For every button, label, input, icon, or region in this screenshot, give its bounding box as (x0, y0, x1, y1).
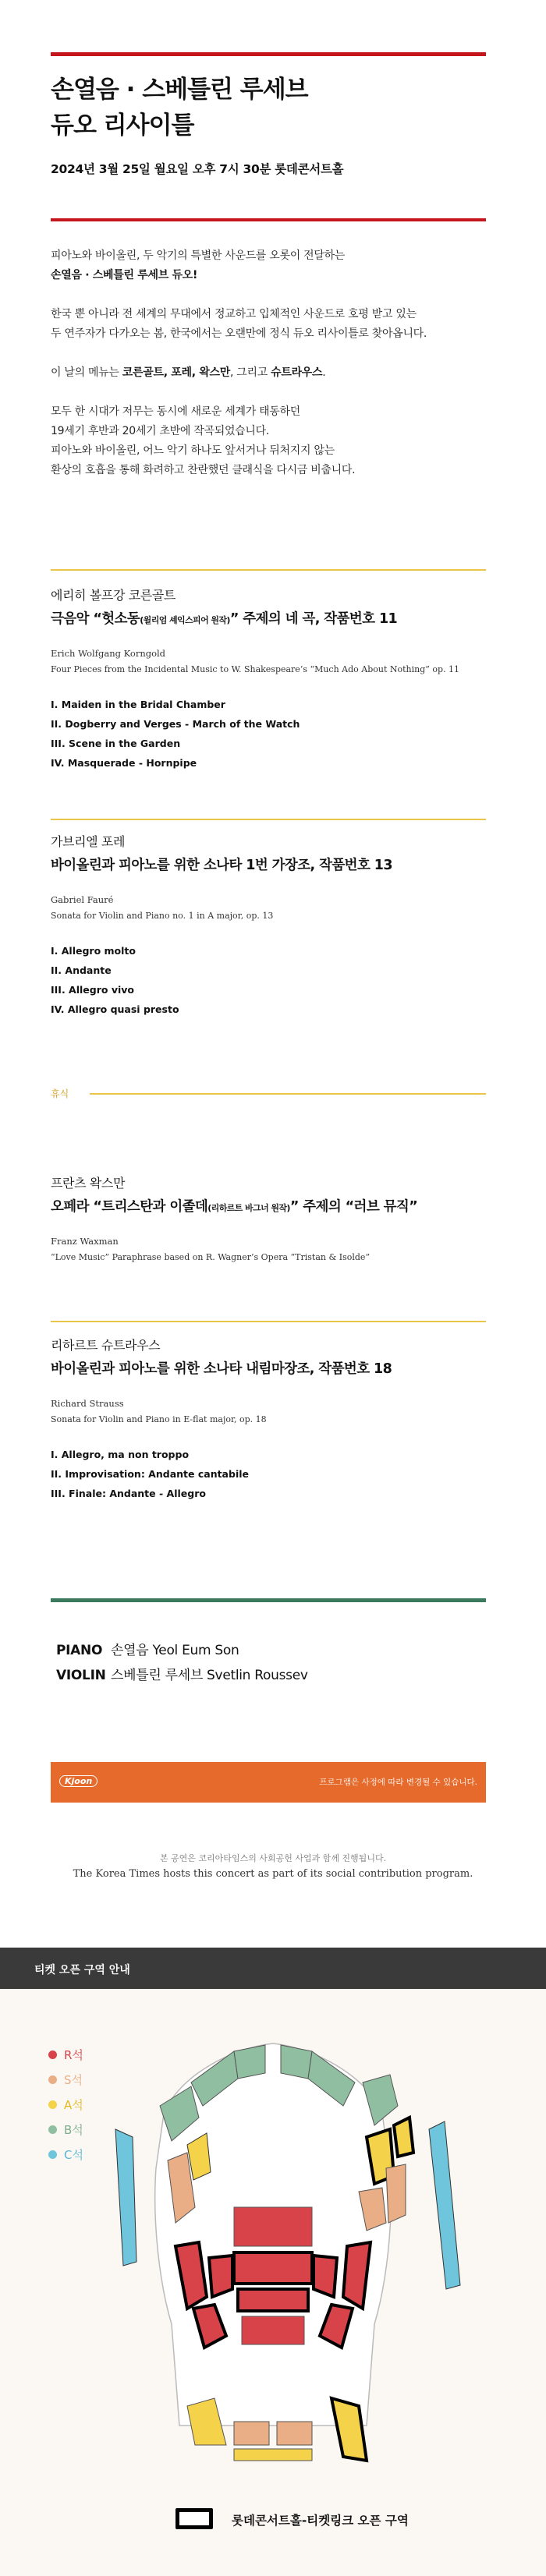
zone-r (234, 2207, 312, 2246)
legend-item-b: B석 (48, 2122, 83, 2147)
open-zone-swatch (176, 2508, 213, 2529)
composer-name-en: Richard Strauss (51, 1398, 124, 1409)
seat-map (0, 1989, 546, 2576)
zone-s (386, 2164, 406, 2223)
zone-s (277, 2422, 312, 2445)
movement: II. Andante (51, 964, 112, 976)
program-item-korngold (51, 586, 486, 773)
sponsor-note-ko: 본 공연은 코리아타임스의 사회공헌 사업과 함께 진행됩니다. (159, 1853, 387, 1863)
legend-item-a: A석 (48, 2097, 83, 2122)
header-top-rule (51, 52, 486, 56)
movement: I. Allegro, ma non troppo (51, 1449, 190, 1460)
movement: II. Dogberry and Verges - March of the Watch (51, 718, 300, 730)
instrument-label: PIANO (56, 1643, 103, 1658)
header-bottom-rule (51, 218, 486, 221)
program-notice-banner (51, 1762, 486, 1803)
program-change-notice: 프로그램은 사정에 따라 변경될 수 있습니다. (319, 1778, 477, 1787)
composer-name: 리하르트 슈트라우스 (51, 1338, 161, 1353)
zone-a (394, 2118, 413, 2157)
open-zone-label: 롯데콘서트홀-티켓링크 오픈 구역 (232, 2514, 409, 2528)
movement: III. Allegro vivo (51, 984, 134, 996)
program-item-waxman (51, 1173, 486, 1262)
instrument-label: VIOLIN (56, 1668, 106, 1683)
intermission-divider (51, 1087, 486, 1102)
movement: IV. Masquerade - Hornpipe (51, 757, 197, 769)
movement: I. Maiden in the Bridal Chamber (51, 699, 225, 710)
work-title-en: Four Pieces from the Incidental Music to W. Shakespeare’s “Much Ado About Nothing” op. 11 (51, 664, 460, 674)
composer-name: 에리히 볼프강 코른골트 (51, 588, 176, 603)
program-divider-4 (51, 1321, 486, 1322)
intro-p4: 모두 한 시대가 저무는 동시에 새로운 세계가 태동하던 19세기 후반과 20세기 초반에 작곡되었습니다. 피아노와 바이올린, 어느 악기 하나도 앞서거나 뒤처지지 않는 환상의 호흡을 통해 화려하고 찬란했던 클래식을 다시금 비춥니다. (51, 405, 356, 476)
zone-r (242, 2316, 304, 2344)
movement: I. Allegro molto (51, 945, 136, 957)
program-item-strauss (51, 1336, 486, 1503)
composer-name: 가브리엘 포레 (51, 834, 126, 849)
zone-b (281, 2045, 312, 2079)
program-item-faure (51, 832, 486, 1019)
movement-list (51, 695, 486, 773)
movement: II. Improvisation: Andante cantabile (51, 1468, 249, 1480)
work-title: 오페라 “트리스탄과 이졸데(리하르트 바그너 원작)” 주제의 “러브 뮤직” (51, 1199, 418, 1215)
legend-item-c: C석 (48, 2147, 83, 2172)
composer-name-en: Erich Wolfgang Korngold (51, 648, 166, 659)
movement: IV. Allegro quasi presto (51, 1003, 179, 1015)
intro-p1: 피아노와 바이올린, 두 악기의 특별한 사운드를 오롯이 전달하는 손열음 · 스베틀린 루세브 듀오! (51, 249, 346, 281)
intro-text (51, 246, 488, 500)
performers-divider (51, 1598, 486, 1602)
zone-c (115, 2129, 136, 2266)
zone-a (234, 2449, 312, 2461)
program-divider-2 (51, 819, 486, 820)
composer-name: 프란츠 왁스만 (51, 1176, 126, 1191)
performer-name: 스베틀린 루세브 Svetlin Roussev (111, 1668, 308, 1683)
page-title: 손열음 · 스베틀린 루세브 듀오 리사이틀 (51, 76, 308, 140)
program-divider-1 (51, 569, 486, 571)
zone-c (429, 2121, 460, 2289)
zone-r (238, 2289, 308, 2311)
intro-p3: 이 날의 메뉴는 코른골트, 포레, 왁스만, 그리고 슈트라우스. (51, 366, 326, 379)
legend-item-r: R석 (48, 2047, 83, 2072)
performer-violin (56, 1664, 308, 1683)
zone-s (234, 2422, 269, 2445)
composer-name-en: Gabriel Fauré (51, 894, 114, 905)
composer-name-en: Franz Waxman (51, 1236, 119, 1247)
ticket-section-header (0, 1948, 546, 1989)
zone-b (234, 2045, 265, 2079)
ticket-section-title: 티켓 오픈 구역 안내 (34, 1964, 130, 1976)
presenter-logo: Kjoon (59, 1775, 98, 1787)
concert-date: 2024년 3월 25일 월요일 오후 7시 30분 롯데콘서트홀 (51, 162, 344, 176)
sponsor-note-en: The Korea Times hosts this concert as part of its social contribution program. (73, 1868, 473, 1880)
movement: III. Scene in the Garden (51, 738, 181, 749)
movement-list (51, 941, 486, 1019)
performer-name: 손열음 Yeol Eum Son (111, 1643, 239, 1658)
zone-r (209, 2256, 232, 2297)
intermission-line (90, 1093, 486, 1095)
performer-piano (56, 1639, 239, 1658)
work-title-en: “Love Music” Paraphrase based on R. Wagner’s Opera “Tristan & Isolde” (51, 1252, 370, 1262)
intermission-label: 휴식 (51, 1088, 69, 1099)
movement-list (51, 1445, 486, 1503)
legend-item-s: S석 (48, 2072, 83, 2097)
work-title-en: Sonata for Violin and Piano no. 1 in A major, op. 13 (51, 911, 274, 921)
intro-p2: 한국 뿐 아니라 전 세계의 무대에서 정교하고 입체적인 사운드로 호평 받고 있는 두 연주자가 다가오는 봄, 한국에서는 오랜만에 정식 듀오 리사이틀로 찾아옵니다. (51, 308, 427, 340)
work-title-en: Sonata for Violin and Piano in E-flat major, op. 18 (51, 1414, 267, 1424)
zone-r (234, 2252, 312, 2284)
zone-r (314, 2256, 337, 2297)
work-title: 바이올린과 피아노를 위한 소나타 1번 가장조, 작품번호 13 (51, 858, 392, 873)
work-title: 극음악 “헛소동(윌리엄 셰익스피어 원작)” 주제의 네 곡, 작품번호 11 (51, 611, 398, 627)
movement: III. Finale: Andante - Allegro (51, 1488, 206, 1499)
work-title: 바이올린과 피아노를 위한 소나타 내림마장조, 작품번호 18 (51, 1361, 392, 1377)
